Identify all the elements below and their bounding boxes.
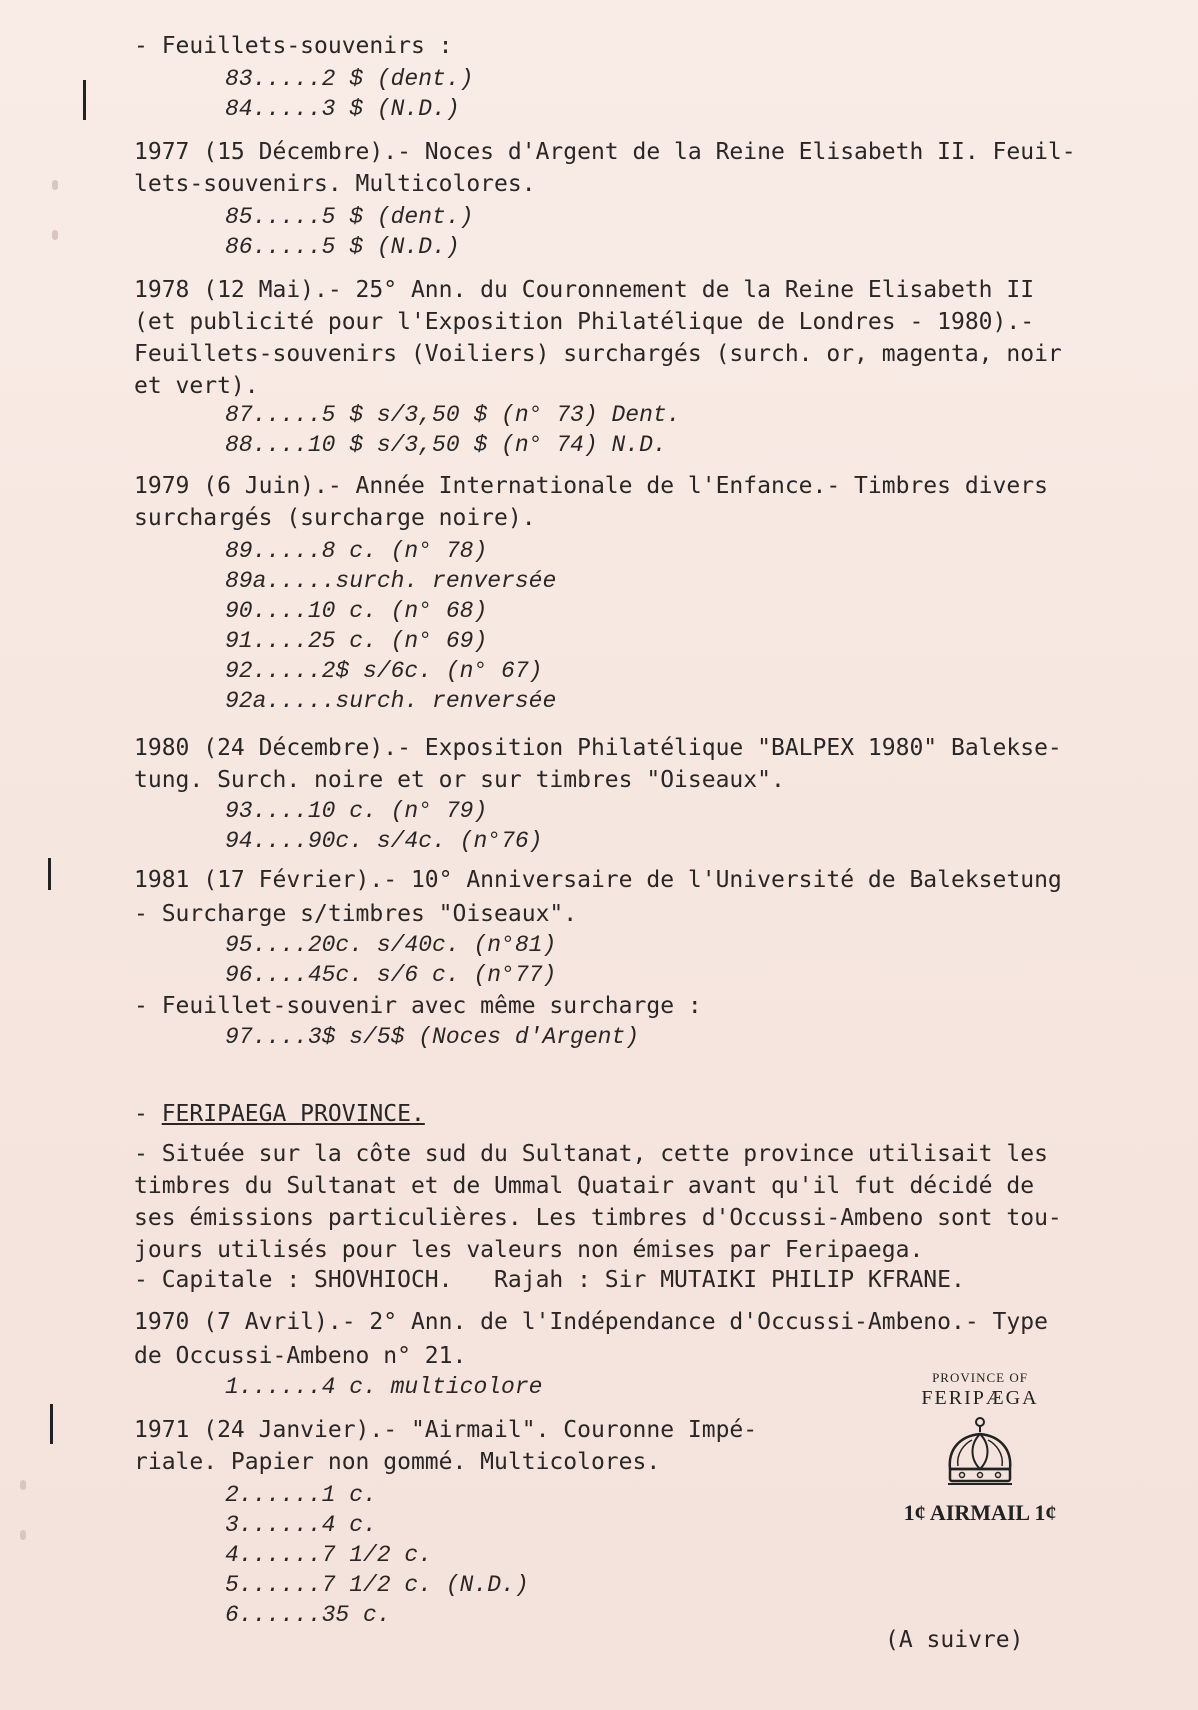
stamp-entry: 92.....2$ s/6c. (n° 67) [225, 658, 543, 684]
margin-mark [48, 858, 51, 890]
stamp-entry: 87.....5 $ s/3,50 $ (n° 73) Dent. [225, 402, 681, 428]
punch-hole [52, 230, 58, 240]
text-line: timbres du Sultanat et de Ummal Quatair avant qu'il fut décidé de [134, 1173, 1035, 1199]
section-heading: - FERIPAEGA PROVINCE. [134, 1101, 425, 1127]
text-line: - Capitale : SHOVHIOCH. Rajah : Sir MUTAIKI PHILIP KFRANE. [134, 1267, 965, 1293]
text-line: lets-souvenirs. Multicolores. [134, 171, 536, 197]
stamp-entry: 88....10 $ s/3,50 $ (n° 74) N.D. [225, 432, 667, 458]
margin-mark [83, 80, 86, 120]
stamp-airmail-label: 1¢ AIRMAIL 1¢ [903, 1500, 1057, 1525]
text-line: - Feuillets-souvenirs : [134, 33, 453, 59]
text-line: 1981 (17 Février).- 10° Anniversaire de l'Université de Baleksetung [134, 867, 1062, 893]
stamp-entry: 97....3$ s/5$ (Noces d'Argent) [225, 1024, 640, 1050]
text-line: - Surcharge s/timbres "Oiseaux". [134, 901, 578, 927]
stamp-entry: 85.....5 $ (dent.) [225, 204, 474, 230]
stamp-entry: 89.....8 c. (n° 78) [225, 538, 488, 564]
text-line: 1977 (15 Décembre).- Noces d'Argent de la Reine Elisabeth II. Feuil- [134, 139, 1076, 165]
text-line: surchargés (surcharge noire). [134, 505, 536, 531]
stamp-entry: 84.....3 $ (N.D.) [225, 96, 460, 122]
section-title: FERIPAEGA PROVINCE. [161, 1101, 425, 1127]
stamp-entry: 1......4 c. multicolore [225, 1374, 543, 1400]
punch-hole [20, 1480, 26, 1490]
stamp-entry: 90....10 c. (n° 68) [225, 598, 488, 624]
text-line: et vert). [134, 373, 259, 399]
text-line: jours utilisés pour les valeurs non émises par Feripaega. [134, 1237, 924, 1263]
text-line: - Feuillet-souvenir avec même surcharge : [134, 993, 702, 1019]
punch-hole [20, 1530, 26, 1540]
stamp-entry: 5......7 1/2 c. (N.D.) [225, 1572, 529, 1598]
stamp-name: FERIPÆGA [921, 1387, 1039, 1409]
stamp-entry: 4......7 1/2 c. [225, 1542, 433, 1568]
stamp-entry: 96....45c. s/6 c. (n°77) [225, 962, 557, 988]
text-line: 1971 (24 Janvier).- "Airmail". Couronne Impé- [134, 1417, 758, 1443]
stamp-entry: 89a.....surch. renversée [225, 568, 557, 594]
text-line: riale. Papier non gommé. Multicolores. [134, 1449, 661, 1475]
text-line: - Située sur la côte sud du Sultanat, cette province utilisait les [134, 1141, 1048, 1167]
airmail-stamp-illustration [880, 1370, 1080, 1526]
stamp-entry: 6......35 c. [225, 1602, 391, 1628]
continuation-note: (A suivre) [885, 1627, 1024, 1653]
margin-mark [50, 1404, 53, 1444]
stamp-province-label: PROVINCE OF [932, 1370, 1028, 1385]
text-line: tung. Surch. noire et or sur timbres "Oiseaux". [134, 767, 785, 793]
punch-hole [52, 180, 58, 190]
text-line: (et publicité pour l'Exposition Philatélique de Londres - 1980).- [134, 309, 1035, 335]
stamp-entry: 92a.....surch. renversée [225, 688, 557, 714]
text-line: Feuillets-souvenirs (Voiliers) surchargés (surch. or, magenta, noir [134, 341, 1062, 367]
stamp-entry: 91....25 c. (n° 69) [225, 628, 488, 654]
stamp-entry: 3......4 c. [225, 1512, 377, 1538]
text-line: 1978 (12 Mai).- 25° Ann. du Couronnement de la Reine Elisabeth II [134, 277, 1035, 303]
text-line: 1979 (6 Juin).- Année Internationale de l'Enfance.- Timbres divers [134, 473, 1048, 499]
text-line: 1970 (7 Avril).- 2° Ann. de l'Indépendance d'Occussi-Ambeno.- Type [134, 1309, 1048, 1335]
stamp-entry: 95....20c. s/40c. (n°81) [225, 932, 557, 958]
stamp-entry: 86.....5 $ (N.D.) [225, 234, 460, 260]
text-line: de Occussi-Ambeno n° 21. [134, 1343, 467, 1369]
crown-icon [940, 1414, 1020, 1494]
stamp-entry: 83.....2 $ (dent.) [225, 66, 474, 92]
text-line: 1980 (24 Décembre).- Exposition Philatélique "BALPEX 1980" Balekse- [134, 735, 1062, 761]
text-line: ses émissions particulières. Les timbres d'Occussi-Ambeno sont tou- [134, 1205, 1062, 1231]
stamp-entry: 94....90c. s/4c. (n°76) [225, 828, 543, 854]
stamp-entry: 93....10 c. (n° 79) [225, 798, 488, 824]
stamp-entry: 2......1 c. [225, 1482, 377, 1508]
